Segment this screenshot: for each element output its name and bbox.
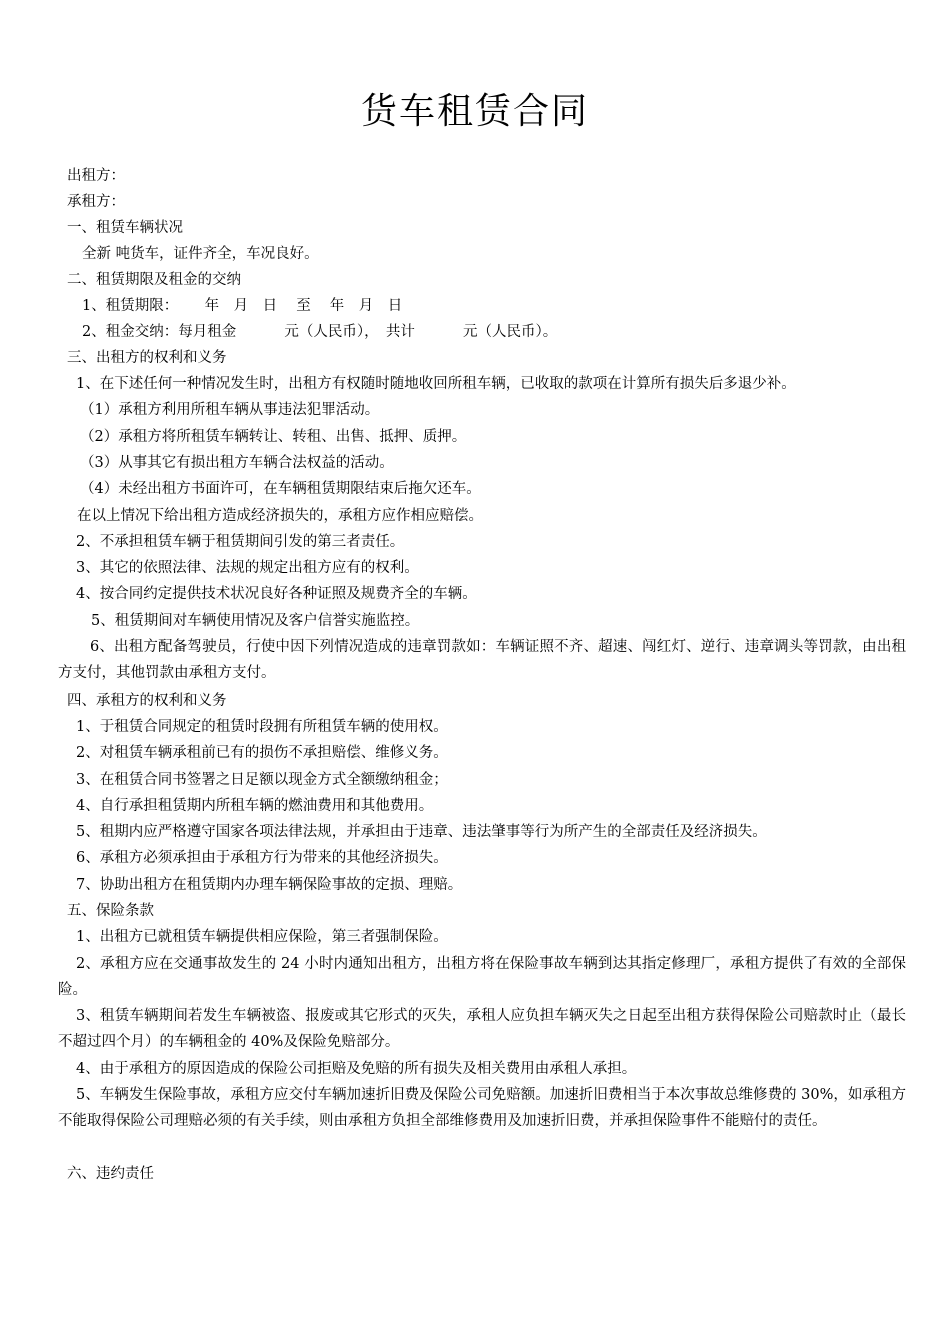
paragraph: 6、承租方必须承担由于承租方行为带来的其他经济损失。 <box>76 850 448 866</box>
section-heading: 一、租赁车辆状况 <box>67 220 183 236</box>
list-item: （4）未经出租方书面许可，在车辆租赁期限结束后拖欠还车。 <box>80 481 481 497</box>
paragraph: 1、在下述任何一种情况发生时，出租方有权随时随地收回所租车辆，已收取的款项在计算所有损失后多退少补。 <box>76 376 796 392</box>
document-title: 货车租赁合同 <box>360 91 589 132</box>
list-item: （2）承租方将所租赁车辆转让、转租、出售、抵押、质押。 <box>80 429 467 445</box>
paragraph: 在以上情况下给出租方造成经济损失的，承租方应作相应赔偿。 <box>77 508 483 524</box>
paragraph: 1、出租方已就租赁车辆提供相应保险，第三者强制保险。 <box>76 929 448 945</box>
paragraph: 3、其它的依照法律、法规的规定出租方应有的权利。 <box>76 560 419 576</box>
paragraph: 全新 吨货车，证件齐全，车况良好。 <box>82 246 319 262</box>
section-heading: 四、承租方的权利和义务 <box>67 693 227 709</box>
section-heading: 二、租赁期限及租金的交纳 <box>67 272 241 288</box>
paragraph: 2、不承担租赁车辆于租赁期间引发的第三者责任。 <box>76 534 405 550</box>
paragraph: 1、于租赁合同规定的租赁时段拥有所租赁车辆的使用权。 <box>76 719 448 735</box>
list-item: （3）从事其它有损出租方车辆合法权益的活动。 <box>80 455 394 471</box>
paragraph: 4、由于承租方的原因造成的保险公司拒赔及免赔的所有损失及相关费用由承租人承担。 <box>76 1061 637 1077</box>
lessee-line: 承租方： <box>67 194 125 210</box>
paragraph: 4、按合同约定提供技术状况良好各种证照及规费齐全的车辆。 <box>76 586 477 602</box>
lessor-line: 出租方： <box>67 168 125 184</box>
paragraph: 6、出租方配备驾驶员，行使中因下列情况造成的违章罚款如：车辆证照不齐、超速、闯红灯、逆行、违章调头等罚款，由出租方支付，其他罚款由承租方支付。 <box>58 639 906 681</box>
paragraph: 2、租金交纳：每月租金 元（人民币）， 共计 元（人民币）。 <box>82 324 558 340</box>
paragraph: 2、承租方应在交通事故发生的 24 小时内通知出租方，出租方将在保险事故车辆到达其指定修理厂，承租方提供了有效的全部保险。 <box>58 956 906 998</box>
paragraph: 5、车辆发生保险事故，承租方应交付车辆加速折旧费及保险公司免赔额。加速折旧费相当于本次事故总维修费的 30%，如承租方不能取得保险公司理赔必须的有关手续，则由承租方负担全部维修费用及加速折旧费，并承担保险事件不能赔付的责任。 <box>58 1087 906 1129</box>
paragraph: 7、协助出租方在租赁期内办理车辆保险事故的定损、理赔。 <box>76 877 463 893</box>
paragraph: 2、对租赁车辆承租前已有的损伤不承担赔偿、维修义务。 <box>76 745 448 761</box>
paragraph: 5、租赁期间对车辆使用情况及客户信誉实施监控。 <box>91 613 420 629</box>
list-item: （1）承租方利用所租车辆从事违法犯罪活动。 <box>80 402 380 418</box>
paragraph: 3、租赁车辆期间若发生车辆被盗、报废或其它形式的灭失，承租人应负担车辆灭失之日起至出租方获得保险公司赔款时止（最长不超过四个月）的车辆租金的 40%及保险免赔部分。 <box>58 1008 906 1050</box>
section-heading: 三、出租方的权利和义务 <box>67 350 227 366</box>
paragraph: 4、自行承担租赁期内所租车辆的燃油费用和其他费用。 <box>76 798 434 814</box>
paragraph: 1、租赁期限： 年 月 日 至 年 月 日 <box>82 298 403 314</box>
paragraph: 5、租期内应严格遵守国家各项法律法规，并承担由于违章、违法肇事等行为所产生的全部责任及经济损失。 <box>76 824 767 840</box>
section-heading: 五、保险条款 <box>67 903 154 919</box>
paragraph: 3、在租赁合同书签署之日足额以现金方式全额缴纳租金； <box>76 772 448 788</box>
section-heading: 六、违约责任 <box>67 1166 154 1182</box>
